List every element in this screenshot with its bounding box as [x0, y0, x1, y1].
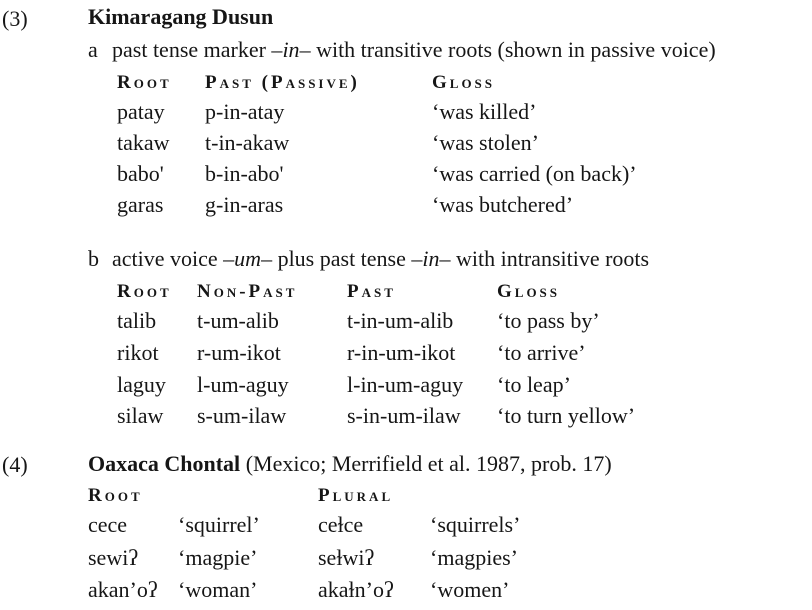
- example-3b-description-line: [88, 246, 649, 273]
- morpheme-um: um: [234, 246, 262, 271]
- column-header-root: Root: [117, 72, 172, 93]
- cell-gloss-singular: ‘magpie’: [178, 544, 258, 570]
- cell-past: s-in-um-ilaw: [347, 403, 461, 429]
- column-header-gloss: Gloss: [432, 72, 496, 93]
- column-header-root: Root: [88, 485, 143, 506]
- language-name-kimaragang: Kimaragang Dusun: [88, 4, 274, 29]
- item-label-b: b: [88, 246, 99, 271]
- cell-non-past: r-um-ikot: [197, 339, 281, 365]
- language-name-chontal: Oaxaca Chontal: [88, 451, 241, 476]
- cell-past: r-in-um-ikot: [347, 339, 456, 365]
- item-label-a: a: [88, 37, 98, 62]
- cell-non-past: s-um-ilaw: [197, 403, 287, 429]
- cell-root: laguy: [117, 371, 166, 397]
- description-text: – with transitive roots (shown in passive voice): [299, 37, 716, 62]
- paradigm-table-3b: [117, 279, 635, 435]
- example-3a-description-line: [88, 37, 716, 64]
- morpheme-in: in: [282, 37, 300, 62]
- cell-plural: akaɫn’oʔ: [318, 577, 394, 602]
- column-header-spacer: [430, 483, 520, 512]
- example-number-3: (3): [2, 6, 28, 31]
- source-note: (Mexico; Merrifield et al. 1987, prob. 17): [240, 451, 612, 476]
- cell-plural: seɫwiʔ: [318, 544, 375, 570]
- cell-plural: ceɫce: [318, 512, 364, 537]
- cell-root: babo': [117, 161, 164, 186]
- column-header-past-passive: Past (Passive): [205, 72, 360, 93]
- cell-gloss-plural: ‘squirrels’: [430, 512, 521, 537]
- cell-root: sewiʔ: [88, 544, 139, 570]
- paradigm-table-3a: [117, 70, 637, 223]
- column-header-gloss: Gloss: [497, 281, 561, 302]
- cell-root: patay: [117, 99, 165, 124]
- cell-non-past: t-um-alib: [197, 308, 279, 333]
- column-header-spacer: [178, 483, 318, 512]
- cell-gloss: ‘was carried (on back)’: [432, 161, 637, 186]
- cell-root: talib: [117, 308, 157, 333]
- cell-root: cece: [88, 512, 128, 537]
- description-text: – with intransitive roots: [439, 246, 650, 271]
- cell-gloss-singular: ‘squirrel’: [178, 512, 260, 537]
- cell-root: garas: [117, 192, 164, 217]
- cell-gloss: ‘was butchered’: [432, 192, 574, 217]
- cell-past: t-in-um-alib: [347, 308, 454, 333]
- cell-non-past: l-um-aguy: [197, 371, 289, 397]
- cell-gloss: ‘to turn yellow’: [497, 403, 636, 429]
- morpheme-in: in: [422, 246, 440, 271]
- cell-gloss-plural: ‘magpies’: [430, 544, 518, 570]
- cell-root: rikot: [117, 339, 159, 365]
- cell-root: silaw: [117, 403, 164, 429]
- cell-gloss: ‘to pass by’: [497, 308, 600, 333]
- cell-gloss-plural: ‘women’: [430, 577, 510, 602]
- description-text: past tense marker –: [112, 37, 283, 62]
- cell-gloss: ‘to arrive’: [497, 339, 586, 365]
- column-header-non-past: Non-Past: [197, 281, 298, 302]
- cell-gloss: ‘was stolen’: [432, 130, 539, 155]
- cell-past-passive: p-in-atay: [205, 99, 285, 124]
- paradigm-table-4: [88, 483, 520, 610]
- cell-gloss: ‘to leap’: [497, 371, 571, 397]
- cell-gloss-singular: ‘woman’: [178, 577, 258, 602]
- cell-root: akan’oʔ: [88, 577, 158, 602]
- description-text: – plus past tense –: [261, 246, 423, 271]
- cell-past-passive: g-in-aras: [205, 192, 284, 217]
- cell-root: takaw: [117, 130, 170, 155]
- column-header-plural: Plural: [318, 485, 394, 506]
- cell-past-passive: b-in-abo': [205, 161, 284, 186]
- cell-gloss: ‘was killed’: [432, 99, 537, 124]
- example-number-4: (4): [2, 452, 28, 477]
- example-4-heading: [88, 451, 612, 478]
- description-text: active voice –: [112, 246, 235, 271]
- column-header-root: Root: [117, 281, 172, 302]
- column-header-past: Past: [347, 281, 396, 302]
- cell-past-passive: t-in-akaw: [205, 130, 290, 155]
- cell-past: l-in-um-aguy: [347, 371, 464, 397]
